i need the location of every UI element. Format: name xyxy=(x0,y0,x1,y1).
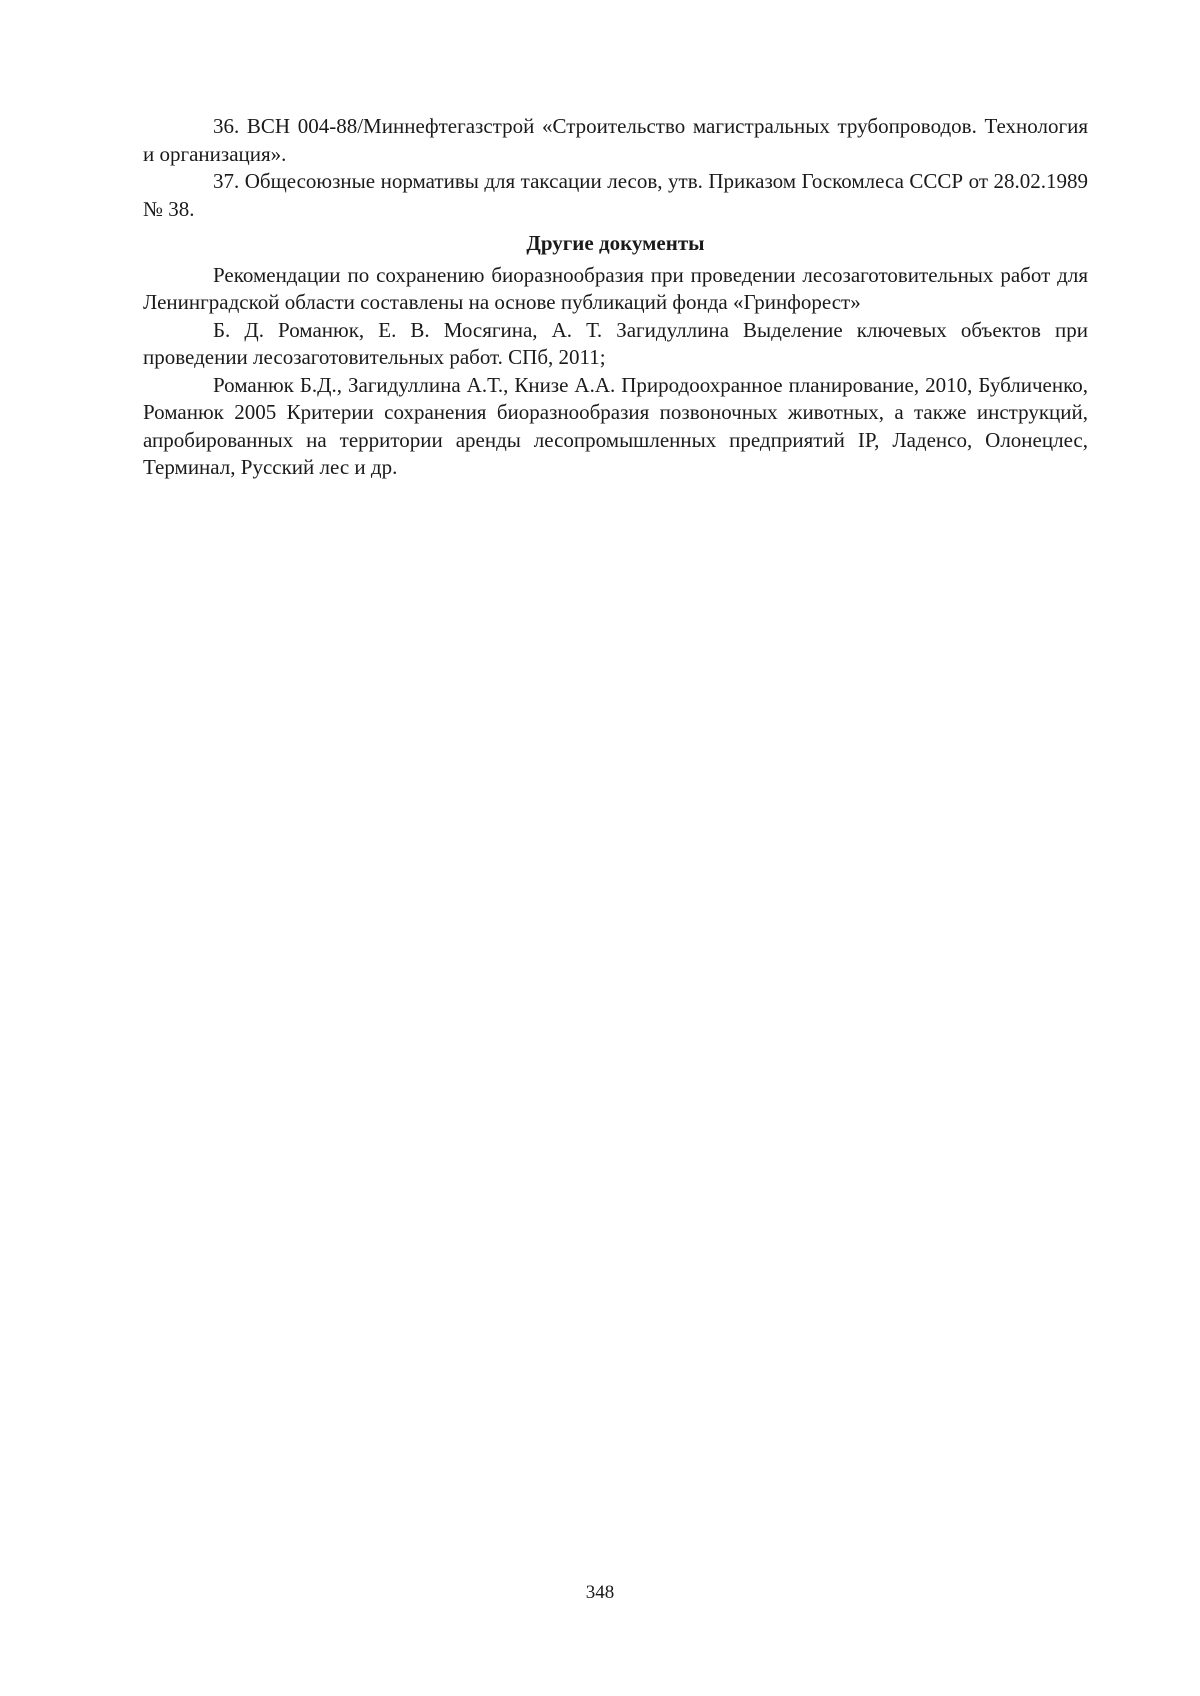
other-document-item: Рекомендации по сохранению биоразнообразия при проведении лесозаготовительных работ для Ленинградской области составлены на основе публикаций фонда «Гринфорест» xyxy=(143,262,1088,314)
page-content xyxy=(143,113,1088,482)
reference-item-37: 37. Общесоюзные нормативы для таксации лесов, утв. Приказом Госкомлеса СССР от 28.02.1989 № 38. xyxy=(143,169,1088,221)
other-document-item: Б. Д. Романюк, Е. В. Мосягина, А. Т. Загидуллина Выделение ключевых объектов при проведении лесозаготовительных работ. СПб, 2011; xyxy=(143,317,1088,369)
reference-item-36: 36. ВСН 004-88/Миннефтегазстрой «Строительство магистральных трубопроводов. Технология и организация». xyxy=(143,114,1088,166)
page-number: 348 xyxy=(585,1582,615,1603)
section-heading: Другие документы xyxy=(526,231,705,255)
other-document-item: Романюк Б.Д., Загидуллина А.Т., Книзе А.А. Природоохранное планирование, 2010, Бубличенко, Романюк 2005 Критерии сохранения биоразнообразия позвоночных животных, а также инструкций, апробированных на территории аренды лесопромышленных предприятий IP, Ладенсо, Олонецлес, Терминал, Русский лес и др. xyxy=(143,372,1088,479)
